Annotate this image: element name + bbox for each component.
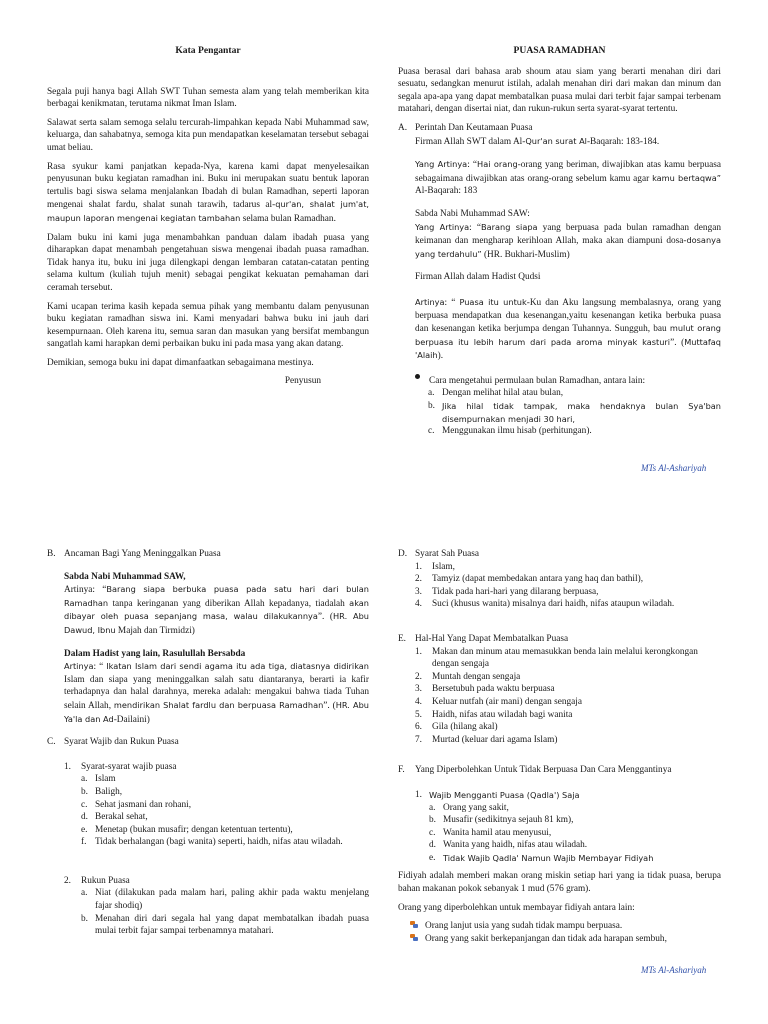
syarat-sah-list: [398, 561, 721, 611]
ramadhan-start-list: [398, 387, 721, 437]
page2-right-column: [398, 548, 721, 945]
list-item: 4. Suci (khusus wanita) misalnya dari haidh, nifas ataupun wiladah.: [415, 599, 675, 610]
list-item: a. Dengan melihat hilal atau bulan,: [428, 388, 564, 399]
fidyah-definition: Fidiyah adalah memberi makan orang miskin setiap hari yang ia tidak puasa, berupa bahan makanan pokok sebanyak 1 mud (576 gram).: [398, 871, 721, 895]
list-item: Orang lanjut usia yang sudah tidak mampu berpuasa.: [410, 920, 721, 933]
hadith-qudsi-translation: Artinya: “ Puasa itu untuk-Ku dan Aku langsung membalasnya, orang yang berpuasa mendapatkan dua kesenangan,yaitu kesenangan ketika berbuka puasa dan kesenangan ketika berjumpa dengan Tuhannya. Sungguh, bau mulut orang berpuasa itu lebih harum dari pada aroma minyak kasturi”. (Muttafaq 'Alaih).: [415, 296, 722, 362]
fasting-title: PUASA RAMADHAN: [513, 45, 606, 56]
list-item: a. Niat (dilakukan pada malam hari, paling akhir pada waktu menjelang fajar shodiq): [81, 888, 369, 912]
section-f-body: [398, 789, 721, 865]
list-item: 6. Gila (hilang akal): [415, 722, 498, 733]
preface-paragraph-6: Demikian, semoga buku ini dapat dimanfaatkan sebagaimana mestinya.: [47, 357, 314, 368]
bullet-icon: [415, 374, 420, 379]
list-item: d. Wanita yang haidh, nifas atau wiladah.: [429, 840, 588, 851]
subsection-heading: 1. Syarat-syarat wajib puasa: [64, 761, 177, 772]
preface-paragraph-2: Salawat serta salam semoga selalu tercurah-limpahkan kepada Nabi Muhammad saw, keluarga, dan sahabatnya, semoga kita pun mendapatkan keselamatan tersebut sebagai umat beliau.: [47, 117, 369, 153]
page2-left-column: [47, 548, 369, 938]
subsection-heading: 1. Wajib Mengganti Puasa (Qadla') Saja: [415, 789, 580, 800]
pembatal-list: [398, 646, 721, 747]
hadith-translation-3: Artinya: “ Ikatan Islam dari sendi agama itu ada tiga, diatasnya didirikan Islam dan siapa yang meninggalkan salah satu diantaranya, berarti ia kafir terhadapnya dan halal darahnya, mereka adalah: mengakui bahwa tiada Tuhan selain Allah, mendirikan Shalat fardlu dan berpuasa Ramadhan”. (HR. Abu Ya'la dan Ad-Dailaini): [64, 661, 369, 725]
page1-left-column: [47, 45, 369, 388]
list-item: b. Jika hilal tidak tampak, maka hendaknya bulan Sya'ban disempurnakan menjadi 30 hari,: [428, 401, 721, 424]
list-item: d. Berakal sehat,: [81, 812, 148, 823]
list-item: 2. Muntah dengan sengaja: [415, 671, 521, 682]
list-item: a. Orang yang sakit,: [429, 802, 509, 813]
list-item: c. Menggunakan ilmu hisab (perhitungan).: [428, 426, 592, 437]
list-item: Orang yang sakit berkepanjangan dan tidak ada harapan sembuh,: [410, 933, 721, 946]
list-item: e. Menetap (bukan musafir; dengan ketentuan tertentu),: [81, 824, 293, 835]
hadith-translation-2: Artinya: “Barang siapa berbuka puasa pada satu hari dari bulan Ramadhan tanpa keringanan yang diberikan Allah kepadanya, tiadalah akan dibayar oleh puasa sepanjang masa, walau dilakukannya”. (HR. Abu Dawud, Ibnu Majah dan Tirmidzi): [64, 584, 369, 636]
fasting-intro: Puasa berasal dari bahasa arab shoum atau siam yang berarti menahan diri dari sesuatu, sedangkan menurut istilah, adalah menahan diri dari makan dan minum dan segala apa-apa yang dapat membatalkan puasa mulai dari terbit fajar sampai terbenam matahari, dengan disertai niat, dan rukun-rukun serta syarat-syarat tertentu.: [398, 66, 721, 115]
rukun-list: [64, 887, 369, 937]
preface-paragraph-5: Kami ucapan terima kasih kepada semua pihak yang membantu dalam penyusunan buku kegiatan ramadhan siswa ini. Kami menyadari bahwa buku ini jauh dari kesempurnaan. Oleh karena itu, semua saran dan masukan yang bersifat membangun sangatlah kami harapkan demi perbaikan buku ini pada masa yang akan datang.: [47, 301, 369, 350]
list-item: 7. Murtad (keluar dari agama Islam): [415, 734, 558, 745]
section-f-heading: F. Yang Diperbolehkan Untuk Tidak Berpuasa Dan Cara Menggantinya: [398, 765, 672, 776]
hadith-heading: Dalam Hadist yang lain, Rasulullah Bersabda: [64, 648, 246, 659]
section-c-body: [47, 761, 369, 938]
list-item: b. Menahan diri dari segala hal yang dapat membatalkan ibadah puasa mulai terbit fajar sampai terbenamnya matahari.: [81, 913, 369, 937]
list-item: c. Wanita hamil atau menyusui,: [429, 827, 552, 838]
section-a-heading: A. Perintah Dan Keutamaan Puasa: [398, 122, 533, 133]
section-b-heading: B. Ancaman Bagi Yang Meninggalkan Puasa: [47, 549, 221, 559]
list-item: 1. Islam,: [415, 561, 455, 572]
hadith-translation-1: Yang Artinya: “Barang siapa yang berpuasa pada bulan ramadhan dengan keimanan dan mengharap kerihloan Allah, maka akan diampuni dosa-dosanya yang terdahulu” (HR. Bukhari-Muslim): [415, 221, 721, 260]
list-item: 3. Bersetubuh pada waktu berpuasa: [415, 684, 555, 695]
preface-paragraph-4: Dalam buku ini kami juga menambahkan panduan dalam ibadah puasa yang diharapkan dapat menambah pengetahuan siswa mengenai ibadah puasa ramadhan. Tidak hanya itu, buku ini juga dilengkapi dengan lembaran catatan-catatan penting selama kultum (kuliah tujuh menit) sebagai pengikat kekuatan pemahaman dari ceramah tersebut.: [47, 232, 369, 293]
page2-footer: MTs Al-Ashariyah: [641, 965, 707, 975]
page1-right-column: [398, 45, 721, 438]
list-item: 3. Tidak pada hari-hari yang dilarang berpuasa,: [415, 586, 599, 597]
list-item: 5. Haidh, nifas atau wiladah bagi wanita: [415, 709, 573, 720]
preface-paragraph-1: Segala puji hanya bagi Allah SWT Tuhan semesta alam yang telah memberikan kita berbagai kenikmatan, terutama nikmat Iman Islam.: [47, 86, 369, 110]
qadla-list: [415, 802, 721, 865]
preface-title: Kata Pengantar: [175, 45, 241, 56]
list-item: 1. Makan dan minum atau memasukkan benda lain melalui kerongkongan dengan sengaja: [415, 646, 698, 670]
list-item: f. Tidak berhalangan (bagi wanita) seperti, haidh, nifas atau wiladah.: [81, 837, 343, 848]
hadith-qudsi-heading: Firman Allah dalam Hadist Qudsi: [415, 272, 541, 283]
preface-signature: Penyusun: [284, 376, 321, 387]
section-b-body: [47, 571, 369, 727]
section-e-heading: E. Hal-Hal Yang Dapat Membatalkan Puasa: [398, 633, 569, 644]
fidyah-intro: Orang yang diperbolehkan untuk membayar fidiyah antara lain:: [398, 902, 635, 913]
list-item: c. Sehat jasmani dan rohani,: [81, 799, 192, 810]
firman-quran-line: Firman Allah SWT dalam Al-Qur'an surat Al-Baqarah: 183-184.: [415, 135, 660, 147]
sabda-heading: Sabda Nabi Muhammad SAW,: [64, 571, 186, 582]
list-item: 4. Keluar nutfah (air mani) dengan sengaja: [415, 696, 582, 707]
wajib-list: [64, 773, 369, 849]
list-item: a. Islam: [81, 774, 116, 785]
fidyah-list: [398, 920, 721, 945]
subsection-heading: 2. Rukun Puasa: [64, 875, 130, 886]
arrow-bullet-icon: [410, 934, 419, 942]
list-item: b. Baligh,: [81, 786, 123, 797]
list-item: 2. Tamyiz (dapat membedakan antara yang haq dan bathil),: [415, 574, 644, 585]
quran-translation: Yang Artinya: “Hai orang-orang yang beriman, diwajibkan atas kamu berpuasa sebagaimana diwajibkan atas orang-orang sebelum kamu agar kamu bertaqwa” Al-Baqarah: 183: [415, 159, 721, 197]
list-item: e. Tidak Wajib Qadla' Namun Wajib Membayar Fidiyah: [429, 852, 654, 863]
ramadhan-start-bullet: Cara mengetahui permulaan bulan Ramadhan, antara lain:: [398, 375, 721, 388]
preface-paragraph-3: Rasa syukur kami panjatkan kepada-Nya, karena kami dapat menyelesaikan penyusunan buku kegiatan ramadhan ini. Buku ini merupakan suatu bentuk laporan tertulis bagi siswa selama menjalankan Ibadah di bulan Ramadhan, seperti laporan mengenai shalat fardu, shalat sunah tarawih, tadarus al-qur'an, shalat jum'at, maupun laporan mengenai kegiatan tambahan selama bulan Ramadhan.: [47, 161, 370, 224]
arrow-bullet-icon: [410, 921, 419, 929]
sabda-heading: Sabda Nabi Muhammad SAW:: [415, 208, 530, 219]
section-a-body: [398, 135, 721, 363]
section-d-heading: D. Syarat Sah Puasa: [398, 549, 480, 559]
section-c-heading: C. Syarat Wajib dan Rukun Puasa: [47, 737, 179, 748]
list-item: b. Musafir (sedikitnya sejauh 81 km),: [429, 815, 574, 826]
page1-footer: MTs Al-Ashariyah: [641, 463, 707, 473]
